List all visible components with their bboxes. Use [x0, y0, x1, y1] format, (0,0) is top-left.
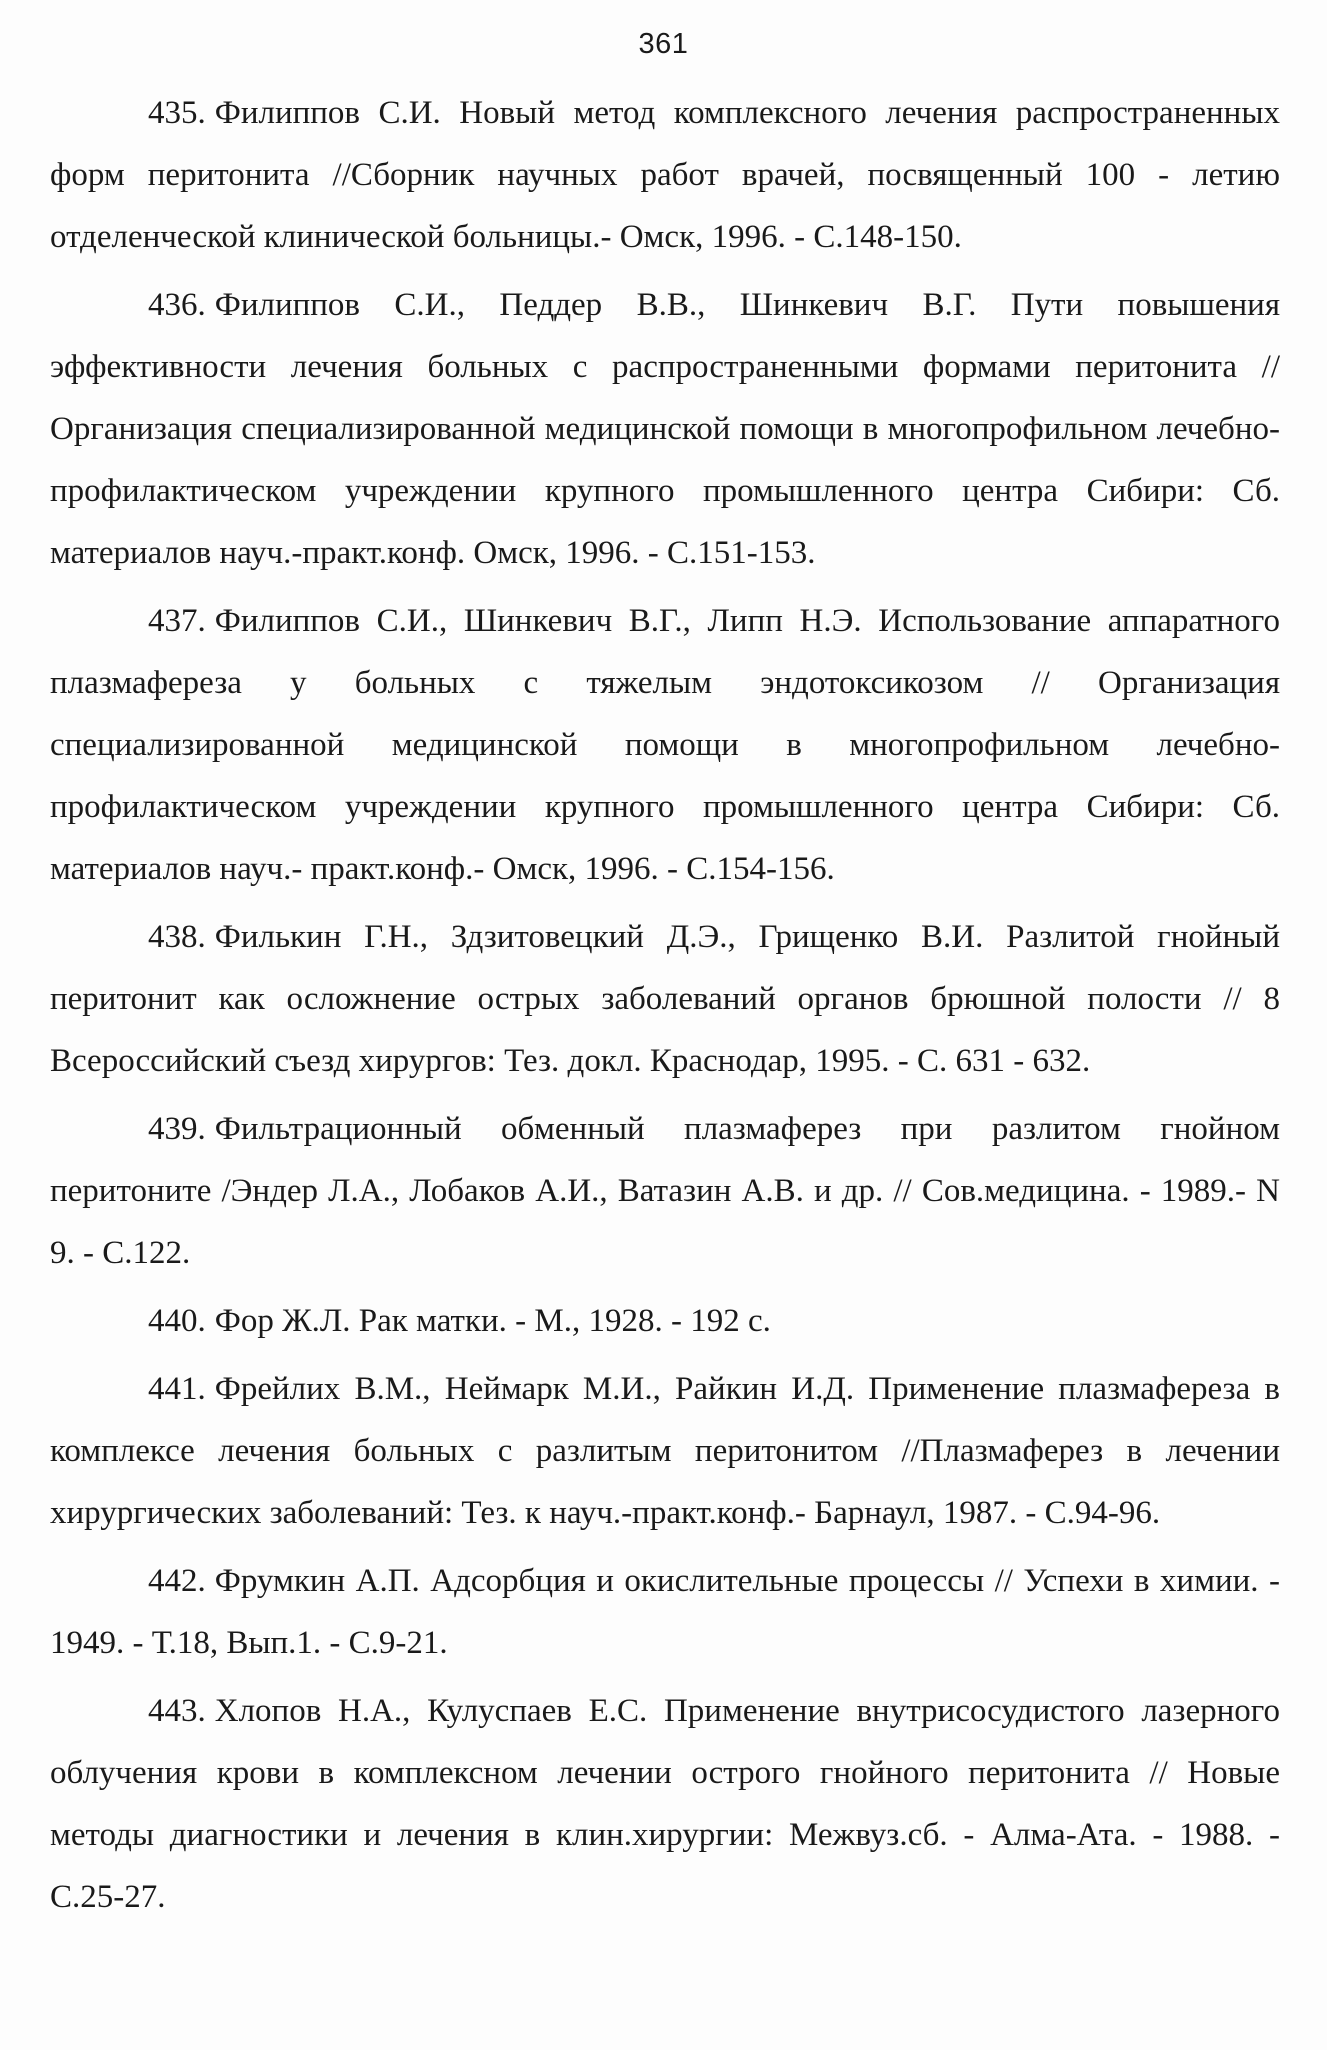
reference-number: 439.: [148, 1111, 206, 1147]
reference-number: 442.: [148, 1563, 206, 1599]
reference-item: [50, 590, 1280, 900]
reference-item: [50, 82, 1280, 268]
reference-text: Филиппов С.И., Педдер В.В., Шинкевич В.Г. Пути повышения эффективности лечения больных с распространенными формами перитонита // Организация специализированной медицинской помощи в многопрофильном лечебно-профилактическом учреждении крупного промышленного центра Сибири: Сб. материалов науч.-практ.конф. Омск, 1996. - С.151-153.: [50, 287, 1280, 571]
reference-text: Фрумкин А.П. Адсорбция и окислительные процессы // Успехи в химии. - 1949. - Т.18, Вып.1. - С.9-21.: [50, 1563, 1280, 1661]
reference-item: [50, 1680, 1280, 1928]
reference-number: 437.: [148, 603, 206, 639]
reference-item: [50, 1550, 1280, 1674]
reference-text: Фильтрационный обменный плазмаферез при разлитом гнойном перитоните /Эндер Л.А., Лобаков А.И., Ватазин А.В. и др. // Сов.медицина. - 1989.- N 9. - С.122.: [50, 1111, 1280, 1271]
reference-number: 441.: [148, 1371, 206, 1407]
reference-number: 443.: [148, 1693, 206, 1729]
reference-text: Фор Ж.Л. Рак матки. - М., 1928. - 192 с.: [214, 1303, 771, 1339]
reference-item: [50, 1290, 1280, 1352]
reference-item: [50, 1358, 1280, 1544]
reference-item: [50, 1098, 1280, 1284]
reference-number: 440.: [148, 1303, 206, 1339]
reference-item: [50, 274, 1280, 584]
page-number: 361: [638, 28, 689, 60]
reference-list: [50, 82, 1280, 1934]
reference-text: Фрейлих В.М., Неймарк М.И., Райкин И.Д. Применение плазмафереза в комплексе лечения больных с разлитым перитонитом //Плазмаферез в лечении хирургических заболеваний: Тез. к науч.-практ.конф.- Барнаул, 1987. - С.94-96.: [50, 1371, 1280, 1531]
reference-text: Хлопов Н.А., Кулуспаев Е.С. Применение внутрисосудистого лазерного облучения крови в комплексном лечении острого гнойного перитонита // Новые методы диагностики и лечения в клин.хирургии: Межвуз.сб. - Алма-Ата. - 1988. - С.25-27.: [50, 1693, 1280, 1915]
reference-text: Филиппов С.И., Шинкевич В.Г., Липп Н.Э. Использование аппаратного плазмафереза у больных с тяжелым эндотоксикозом // Организация специализированной медицинской помощи в многопрофильном лечебно-профилактическом учреждении крупного промышленного центра Сибири: Сб. материалов науч.- практ.конф.- Омск, 1996. - С.154-156.: [50, 603, 1280, 887]
reference-text: Филиппов С.И. Новый метод комплексного лечения распространенных форм перитонита //Сборник научных работ врачей, посвященный 100 - летию отделенческой клинической больницы.- Омск, 1996. - С.148-150.: [50, 95, 1280, 255]
reference-number: 436.: [148, 287, 206, 323]
reference-text: Филькин Г.Н., Здзитовецкий Д.Э., Грищенко В.И. Разлитой гнойный перитонит как осложнение острых заболеваний органов брюшной полости // 8 Всероссийский съезд хирургов: Тез. докл. Краснодар, 1995. - С. 631 - 632.: [50, 919, 1280, 1079]
reference-item: [50, 906, 1280, 1092]
reference-number: 435.: [148, 95, 206, 131]
reference-number: 438.: [148, 919, 206, 955]
